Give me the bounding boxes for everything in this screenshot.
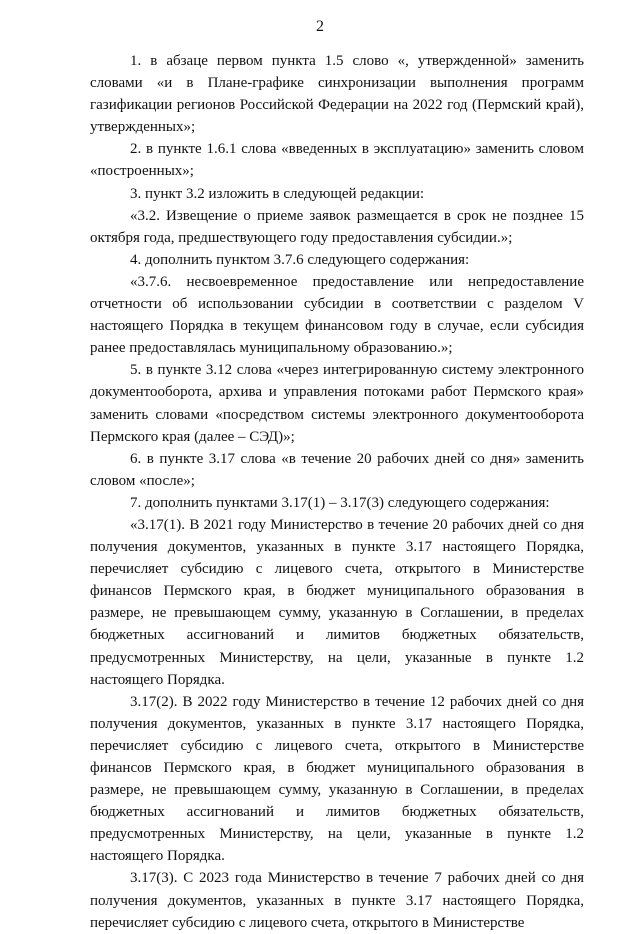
paragraph-item-7: 7. дополнить пунктами 3.17(1) – 3.17(3) следующего содержания:: [130, 494, 550, 511]
paragraph-clause-3-17-2: 3.17(2). В 2022 году Министерство в течение 12 рабочих дней со дня получения документов, указанных в пункте 3.17 настоящего Порядка, перечисляет субсидию с лицевого счета, открытого в Министерстве финансов Пермского края, в бюджет муниципального образования в размере, не превышающем сумму, указанную в Соглашении, в пределах бюджетных ассигнований и лимитов бюджетных обязательств, предусмотренных Министерству, на цели, указанные в пункте 1.2 настоящего Порядка.: [90, 693, 584, 865]
paragraph-item-5: 5. в пункте 3.12 слова «через интегрированную систему электронного документооборота, архива и управления потоками работ Пермского края» заменить словами «посредством системы электронного документооборота Пермского края (далее – СЭД)»;: [90, 362, 584, 445]
paragraph-item-1: 1. в абзаце первом пункта 1.5 слово «, утвержденной» заменить словами «и в Плане-графике синхронизации выполнения программ газификации регионов Российской Федерации на 2022 год (Пермский край), утвержденных»;: [90, 53, 584, 136]
paragraph-item-4: 4. дополнить пунктом 3.7.6 следующего содержания:: [130, 251, 470, 268]
paragraph-clause-3-17-1: «3.17(1). В 2021 году Министерство в течение 20 рабочих дней со дня получения документов, указанных в пункте 3.17 настоящего Порядка, перечисляет субсидию с лицевого счета, открытого в Министерстве финансов Пермского края, в бюджет муниципального образования в размере, не превышающем сумму, указанную в Соглашении, в пределах бюджетных ассигнований и лимитов бюджетных обязательств, предусмотренных Министерству, на цели, указанные в пункте 1.2 настоящего Порядка.: [90, 516, 584, 688]
paragraph-item-2: 2. в пункте 1.6.1 слова «введенных в эксплуатацию» заменить словом «построенных»;: [90, 141, 584, 180]
page-number: 2: [316, 18, 324, 35]
paragraph-clause-3-17-3: 3.17(3). С 2023 года Министерство в течение 7 рабочих дней со дня получения документов, указанных в пункте 3.17 настоящего Порядка, перечисляет субсидию с лицевого счета, открытого в Министерстве: [90, 870, 584, 931]
paragraph-clause-3-2: «3.2. Извещение о приеме заявок размещается в срок не позднее 15 октября года, предшествующего году предоставления субсидии.»;: [90, 207, 584, 246]
document-body: [90, 50, 584, 934]
paragraph-item-6: 6. в пункте 3.17 слова «в течение 20 рабочих дней со дня» заменить словом «после»;: [90, 450, 584, 489]
paragraph-item-3: 3. пункт 3.2 изложить в следующей редакции:: [130, 185, 425, 202]
paragraph-clause-3-7-6: «3.7.6. несвоевременное предоставление или непредоставление отчетности об использовании субсидии в соответствии с разделом V настоящего Порядка в текущем финансовом году в случае, если субсидия ранее предоставлялась муниципальному образованию.»;: [90, 273, 584, 357]
